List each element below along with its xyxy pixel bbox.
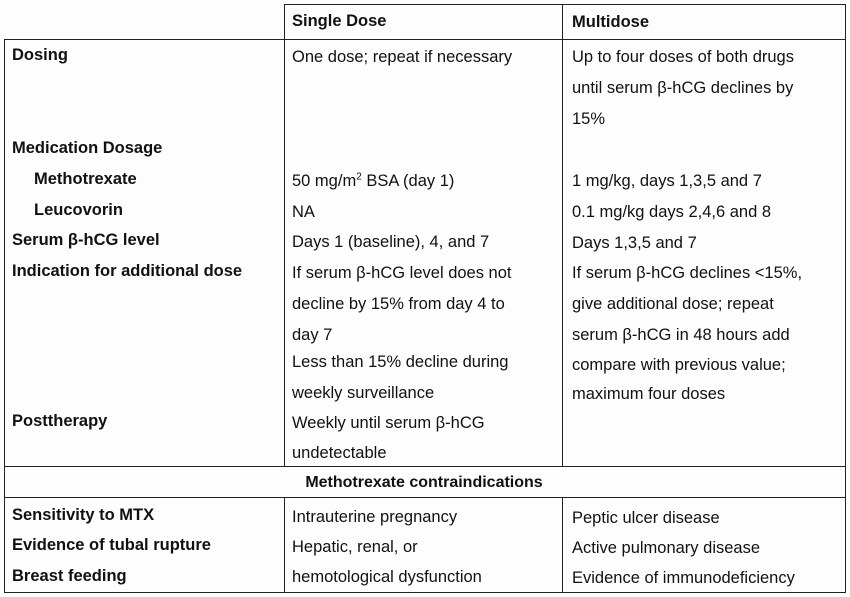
- serum-level-multi: Days 1,3,5 and 7: [572, 234, 697, 252]
- right-border: [845, 4, 846, 593]
- indication-multi-line-2: give additional dose; repeat: [572, 295, 774, 313]
- col-divider-2-lower: [562, 497, 563, 593]
- table-bottom-border: [4, 592, 845, 593]
- dosing-single: One dose; repeat if necessary: [292, 48, 513, 66]
- leucovorin-multi: 0.1 mg/kg days 2,4,6 and 8: [572, 203, 772, 221]
- indication-single-line-4: Less than 15% decline during: [292, 353, 509, 371]
- methotrexate-single-suffix: BSA (day 1): [361, 172, 455, 190]
- indication-single-line-3: day 7: [292, 326, 333, 344]
- methotrexate-single-prefix: 50 mg/m: [292, 172, 357, 190]
- col-divider-1-upper: [284, 4, 285, 467]
- row-label-posttherapy: Posttherapy: [12, 412, 108, 430]
- indication-multi-line-5: maximum four doses: [572, 385, 726, 403]
- header-single-dose: Single Dose: [292, 12, 387, 30]
- methotrexate-single-superscript: 2: [356, 171, 362, 183]
- indication-single-line-2: decline by 15% from day 4 to: [292, 295, 505, 313]
- row-label-medication-dosage: Medication Dosage: [12, 139, 163, 157]
- contraindication-col3-item-1: Peptic ulcer disease: [572, 509, 720, 527]
- row-label-dosing: Dosing: [12, 46, 68, 64]
- section-divider-top: [4, 466, 845, 467]
- dosing-multi-line-1: Up to four doses of both drugs: [572, 48, 794, 66]
- leucovorin-single: NA: [292, 203, 315, 221]
- contraindication-col2-item-1: Intrauterine pregnancy: [292, 508, 458, 526]
- contraindication-col1-item-3: Breast feeding: [12, 567, 127, 585]
- contraindications-title: Methotrexate contraindications: [305, 474, 543, 491]
- indication-single-line-1: If serum β-hCG level does not: [292, 264, 512, 282]
- indication-multi-line-4: compare with previous value;: [572, 356, 786, 374]
- indication-multi-line-3: serum β-hCG in 48 hours add: [572, 326, 790, 344]
- dosing-multi-line-2: until serum β-hCG declines by: [572, 79, 794, 97]
- serum-level-single: Days 1 (baseline), 4, and 7: [292, 233, 490, 251]
- indication-multi-line-1: If serum β-hCG declines <15%,: [572, 264, 803, 282]
- header-multidose: Multidose: [572, 13, 649, 31]
- section-divider-bottom: [4, 497, 845, 498]
- contraindication-col3-item-3: Evidence of immunodeficiency: [572, 569, 795, 587]
- contraindication-col1-item-1: Sensitivity to MTX: [12, 506, 155, 524]
- methotrexate-single: [292, 171, 454, 191]
- col-divider-2-upper: [562, 4, 563, 467]
- row-label-indication: Indication for additional dose: [12, 262, 243, 280]
- header-bottom-border: [4, 39, 845, 40]
- posttherapy-single-line-2: undetectable: [292, 444, 387, 462]
- posttherapy-single-line-1: Weekly until serum β-hCG: [292, 414, 485, 432]
- contraindication-col2-item-2: Hepatic, renal, or: [292, 538, 418, 556]
- methotrexate-multi: 1 mg/kg, days 1,3,5 and 7: [572, 172, 762, 190]
- row-label-leucovorin: Leucovorin: [34, 201, 123, 219]
- indication-single-line-5: weekly surveillance: [292, 384, 435, 402]
- contraindication-col3-item-2: Active pulmonary disease: [572, 539, 761, 557]
- col-divider-1-lower: [284, 497, 285, 593]
- dosing-multi-line-3: 15%: [572, 110, 606, 128]
- contraindication-col1-item-2: Evidence of tubal rupture: [12, 536, 211, 554]
- row-label-serum-level: Serum β-hCG level: [12, 231, 160, 249]
- contraindication-col2-item-3: hemotological dysfunction: [292, 568, 482, 586]
- left-border: [4, 39, 5, 593]
- table-top-border: [284, 4, 845, 5]
- row-label-methotrexate: Methotrexate: [34, 170, 137, 188]
